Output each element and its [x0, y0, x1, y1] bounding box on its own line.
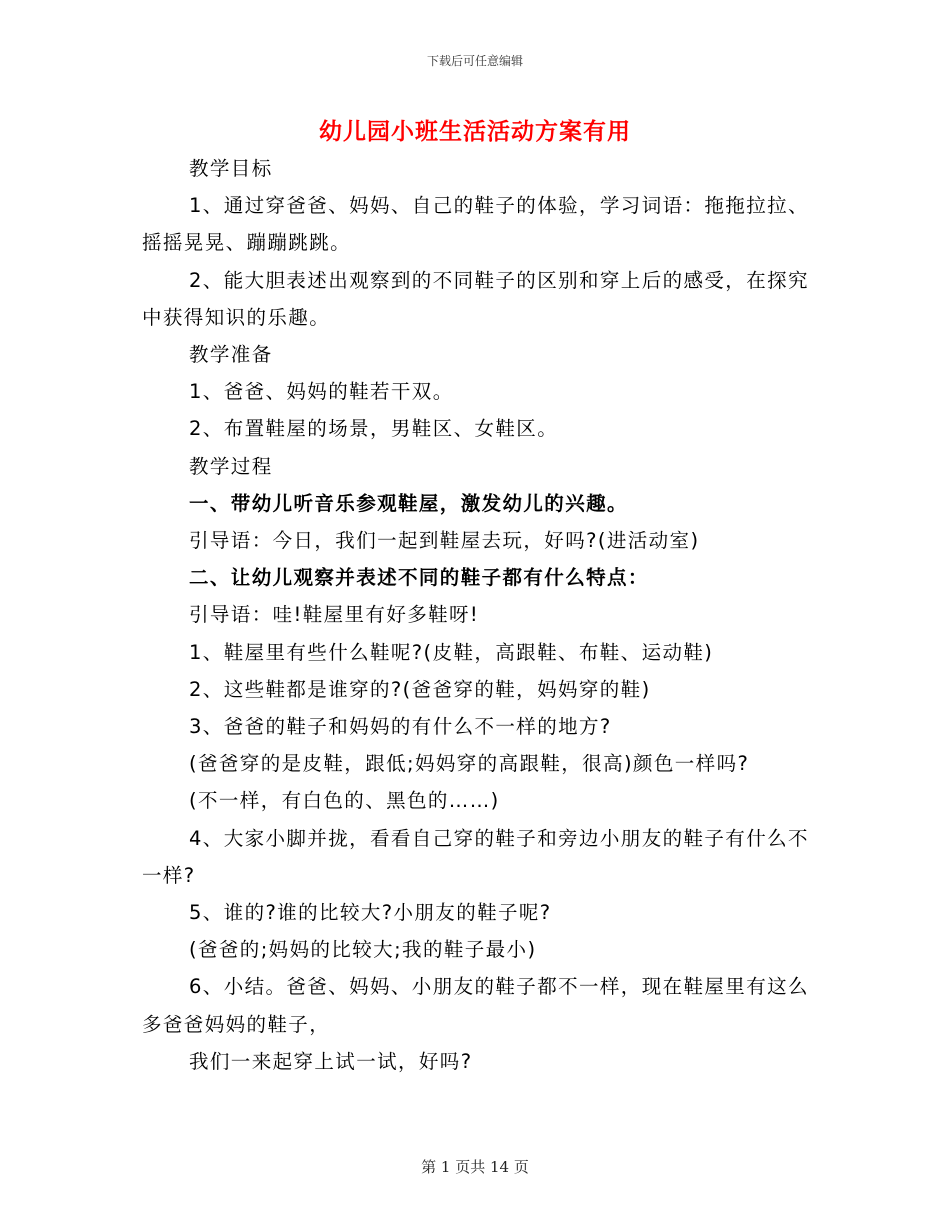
- objective-item-2: 2、能大胆表述出观察到的不同鞋子的区别和穿上后的感受，在探究中获得知识的乐趣。: [142, 268, 809, 329]
- page-footer: 第 1 页共 14 页: [421, 1158, 529, 1176]
- section-heading-objectives: 教学目标: [189, 157, 273, 180]
- question-item-4: 4、大家小脚并拢，看看自己穿的鞋子和旁边小朋友的鞋子有什么不一样?: [142, 826, 809, 887]
- closing-line: 我们一来起穿上试一试，好吗?: [189, 1049, 473, 1073]
- process-step-1-heading: 一、带幼儿听音乐参观鞋屋，激发幼儿的兴趣。: [189, 491, 628, 515]
- guide-line-2: 引导语：哇!鞋屋里有好多鞋呀!: [189, 603, 480, 627]
- question-item-1: 1、鞋屋里有些什么鞋呢?(皮鞋，高跟鞋、布鞋、运动鞋): [189, 640, 714, 664]
- preparation-item-2: 2、布置鞋屋的场景，男鞋区、女鞋区。: [189, 417, 559, 441]
- summary-item-6: 6、小结。爸爸、妈妈、小朋友的鞋子都不一样，现在鞋屋里有这么多爸爸妈妈的鞋子，: [142, 975, 809, 1036]
- answer-line-3a: (爸爸穿的是皮鞋，跟低;妈妈穿的高跟鞋，很高)颜色一样吗?: [189, 752, 750, 776]
- page-header: 下载后可任意编辑: [426, 54, 523, 68]
- guide-line-1: 引导语：今日，我们一起到鞋屋去玩，好吗?(进活动室): [189, 529, 700, 553]
- preparation-item-1: 1、爸爸、妈妈的鞋若干双。: [189, 380, 454, 404]
- document-title: 幼儿园小班生活活动方案有用: [319, 119, 631, 145]
- answer-line-5: (爸爸的;妈妈的比较大;我的鞋子最小): [189, 938, 537, 962]
- answer-line-3b: (不一样，有白色的、黑色的……): [189, 789, 500, 813]
- document-body: [142, 150, 822, 1080]
- process-step-2-heading: 二、让幼儿观察并表述不同的鞋子都有什么特点：: [189, 566, 649, 590]
- question-item-3: 3、爸爸的鞋子和妈妈的有什么不一样的地方?: [189, 715, 612, 739]
- section-heading-process: 教学过程: [189, 454, 273, 478]
- objective-item-1: 1、通过穿爸爸、妈妈、自己的鞋子的体验，学习词语：拖拖拉拉、摇摇晃晃、蹦蹦跳跳。: [142, 194, 809, 255]
- question-item-2: 2、这些鞋都是谁穿的?(爸爸穿的鞋，妈妈穿的鞋): [189, 677, 651, 701]
- question-item-5: 5、谁的?谁的比较大?小朋友的鞋子呢?: [189, 901, 552, 925]
- section-heading-preparation: 教学准备: [189, 343, 273, 367]
